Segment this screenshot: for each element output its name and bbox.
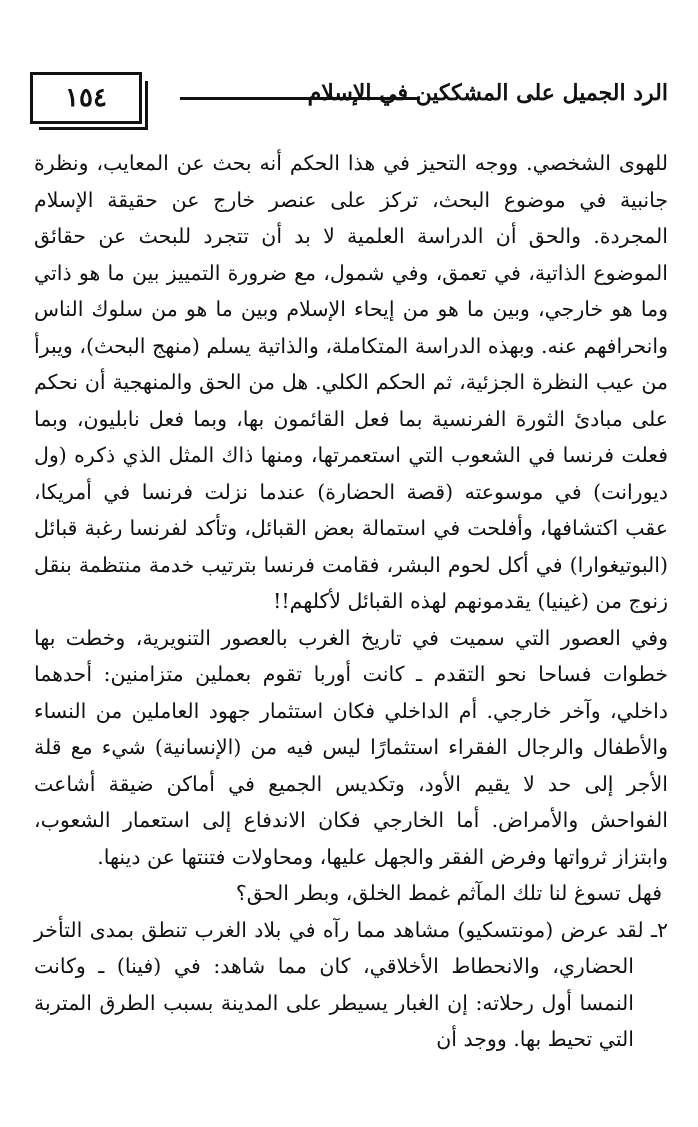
book-title: الرد الجميل على المشككين في الإسلام	[307, 80, 668, 106]
page-body	[34, 145, 668, 1058]
page-header	[30, 72, 668, 132]
paragraph-2: وفي العصور التي سميت في تاريخ الغرب بالعصور التنويرية، وخطت بها خطوات فساحا نحو التقدم ـ كانت أوربا تقوم بعملين متزامنين: أحدهما داخلي، وآخر خارجي. أم الداخلي فكان استثمار جهود العاملين من النساء والأطفال والرجال الفقراء استثمارًا ليس فيه من (الإنسانية) شيء مع قلة الأجر إلى حد لا يقيم الأود، وتكديس الجميع في أماكن ضيقة أشاعت الفواحش والأمراض. أما الخارجي فكان الاندفاع إلى استعمار الشعوب، وابتزاز ثرواتها وفرض الفقر والجهل عليها، ومحاولات فتنتها عن دينها.	[34, 625, 668, 869]
paragraph-3: فهل تسوغ لنا تلك المآثم غمط الخلق، وبطر الحق؟	[235, 881, 662, 905]
paragraph-1: للهوى الشخصي. ووجه التحيز في هذا الحكم أنه بحث عن المعايب، ونظرة جانبية في موضوع البحث، تركز على عنصر خارج عن حقيقة الإسلام المجردة. والحق أن الدراسة العلمية لا بد أن تتجرد للبحث عن حقائق الموضوع الذاتية، في تعمق، وفي شمول، مع ضرورة التمييز بين ما هو ذاتي وما هو خارجي، وبين ما هو من إيحاء الإسلام وبين ما هو من سلوك الناس وانحرافهم عنه. وبهذه الدراسة المتكاملة، والذاتية يسلم (منهج البحث)، ويبرأ من عيب النظرة الجزئية، ثم الحكم الكلي. هل من الحق والمنهجية أن نحكم على مبادئ الثورة الفرنسية بما فعل القائمون بها، وبما فعل نابليون، وبما فعلت فرنسا في الشعوب التي استعمرتها، ومنها ذاك المثل الذي ذكره (ول ديورانت) في موسوعته (قصة الحضارة) عندما نزلت فرنسا في أمريكا، عقب اكتشافها، وأفلحت في استمالة بعض القبائل، وتأكد لفرنسا رغبة قبائل (البوتيغوارا) في أكل لحوم البشر، فقامت فرنسا بترتيب خدمة منتظمة بنقل زنوج من (غينيا) يقدمونهم لهذه القبائل لأكلهم!!	[34, 151, 668, 613]
page-number: ١٥٤	[65, 83, 107, 113]
paragraph-4: ٢ـ لقد عرض (مونتسكيو) مشاهد مما رآه في بلاد الغرب تنطق بمدى التأخر الحضاري، والانحطاط الأخلاقي، كان مما شاهد: في (فينا) ـ وكانت النمسا أول رحلاته: إن الغبار يسيطر على المدينة بسبب الطرق المتربة التي تحيط بها. ووجد أن	[34, 917, 668, 1051]
page-number-box	[30, 72, 142, 124]
